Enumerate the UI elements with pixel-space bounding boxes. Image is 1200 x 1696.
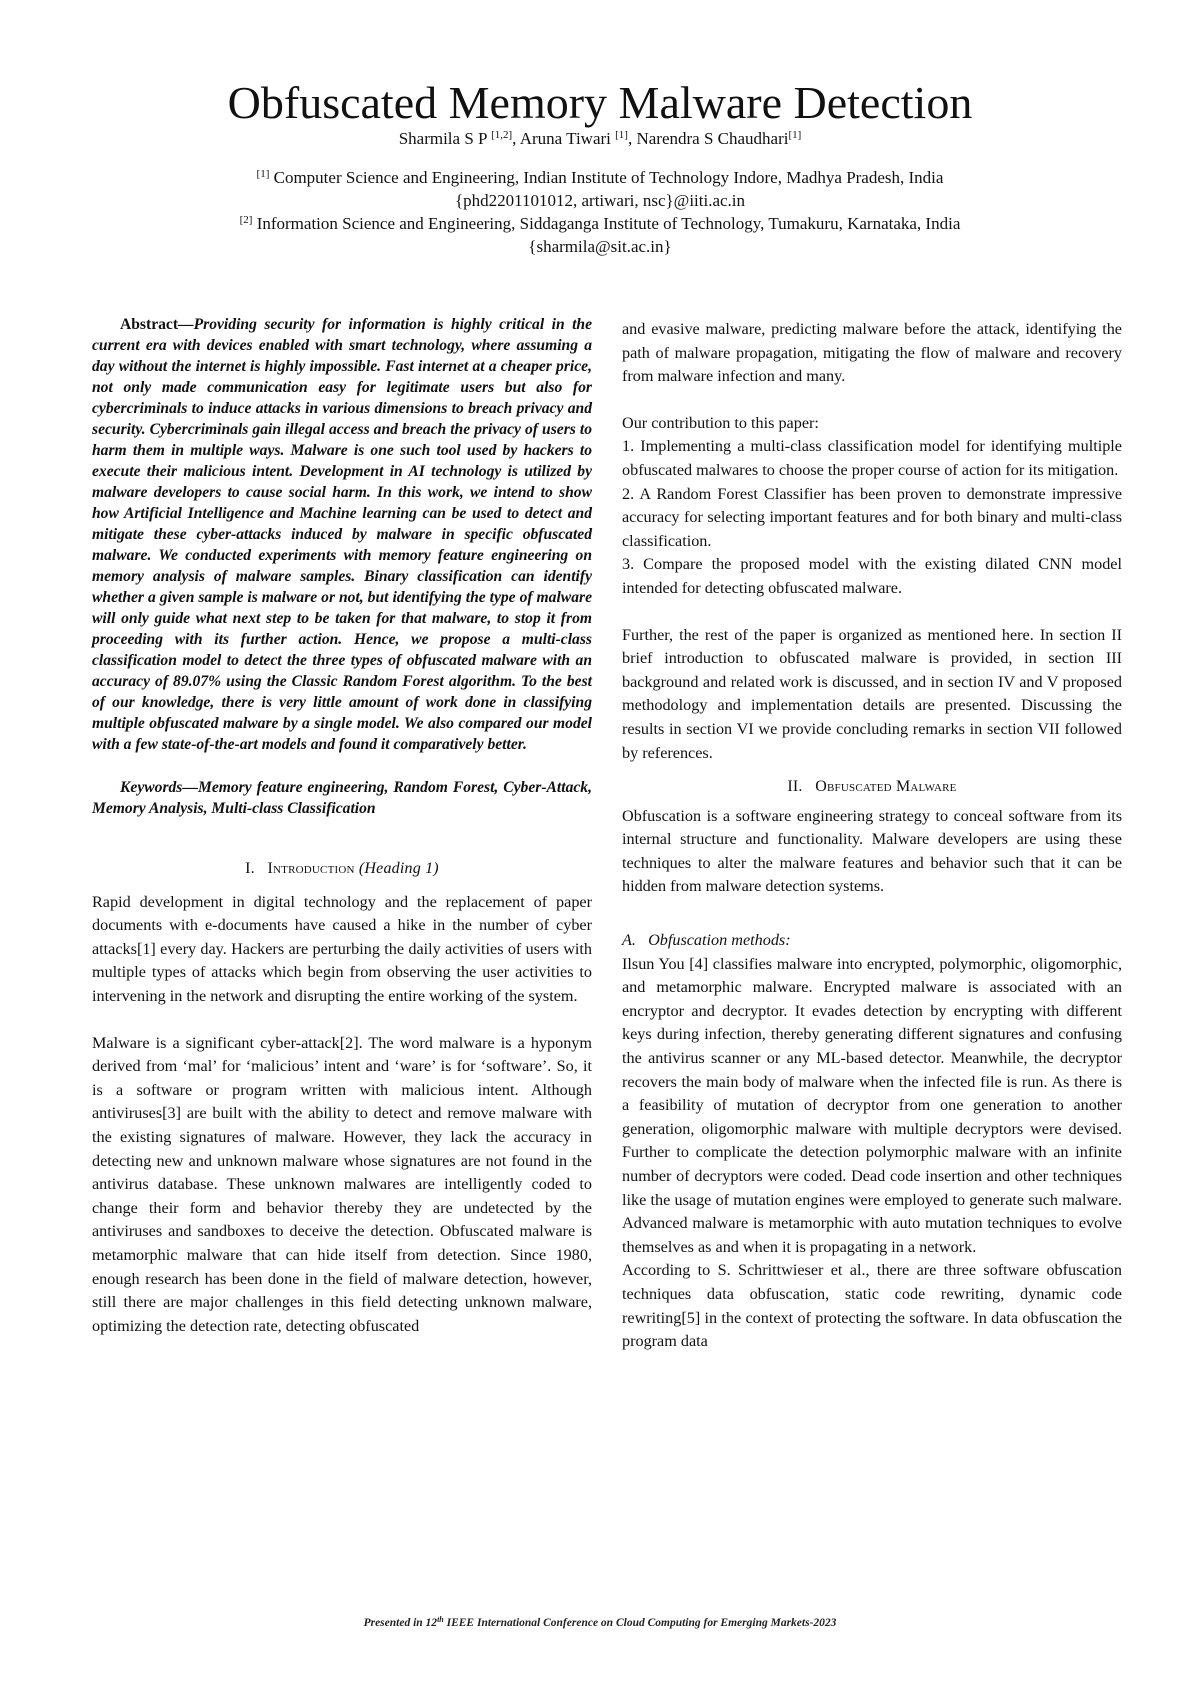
author-line: Sharmila S P [1,2], Aruna Tiwari [1], Narendra S Chaudhari[1] bbox=[398, 129, 802, 148]
obfuscation-paragraph-1: Obfuscation is a software engineering strategy to conceal software from its internal structure and functionality. Malware developers are using these techniques to alter the malware features and behavior such that it can be hidden from malware detection systems. bbox=[622, 806, 1122, 896]
author-affiliation-mark: [1] bbox=[615, 129, 628, 141]
intro-paragraph-2-continued: and evasive malware, predicting malware before the attack, identifying the path of malware propagation, mitigating the flow of malware and recovery from malware infection and many. bbox=[622, 320, 1122, 386]
section-heading-obfuscated-malware: II. Obfuscated Malware bbox=[787, 778, 957, 796]
intro-paragraph-3: Further, the rest of the paper is organized as mentioned here. In section II brief introduction to obfuscated malware is provided, in section III background and related work is discussed, and in section IV and V proposed methodology and implementation details are presented. Discussing the results in section VI we provide concluding remarks in section VII followed by references. bbox=[622, 625, 1122, 762]
contributions-list bbox=[622, 435, 1122, 600]
author-name: Narendra S Chaudhari bbox=[636, 129, 789, 148]
obfuscation-methods-paragraph-2: According to S. Schrittwieser et al., there are three software obfuscation techniques data obfuscation, static code rewriting, dynamic code rewriting[5] in the context of protecting the software. In data obfuscation the program data bbox=[622, 1261, 1122, 1351]
keywords-label: Keywords bbox=[120, 779, 183, 796]
right-column bbox=[622, 318, 1122, 1354]
abstract: Abstract—Providing security for information is highly critical in the current era with devices enabled with smart technology, where assuming a day without the internet is highly impossible. Fast internet at a cheaper price, not only made communication easy for legitimate users but also for cybercriminals to induce attacks in various dimensions to breach privacy and security. Cybercriminals gain illegal access and breach the privacy of users to harm them in multiple ways. Malware is one such tool used by hackers to execute their malicious intent. Development in AI technology is utilized by malware developers to cause social harm. In this work, we intend to show how Artificial Intelligence and Machine learning can be used to detect and mitigate these cyber-attacks induced by malware in specific obfuscated malware. We conducted experiments with memory feature engineering on memory analysis of malware samples. Binary classification can identify whether a given sample is malware or not, but identifying the type of malware will only guide what next step to be taken for that malware, to stop it from proceeding with its further action. Hence, we propose a multi-class classification model to detect the three types of obfuscated malware with an accuracy of 89.07% using the Classic Random Forest algorithm. To the best of our knowledge, there is very little amount of work done in classifying multiple obfuscated malware by a single model. We also compared our model with a few state-of-the-art models and found it comparatively better. bbox=[92, 316, 592, 753]
paper-title: Obfuscated Memory Malware Detection bbox=[227, 76, 973, 128]
subsection-heading-obfuscation-methods: A. Obfuscation methods: bbox=[622, 931, 791, 950]
list-item: 1. Implementing a multi-class classification model for identifying multiple obfuscated malwares to choose the proper course of action for its mitigation. bbox=[622, 437, 1122, 479]
keywords-text: Memory feature engineering, Random Forest, Cyber-Attack, Memory Analysis, Multi-class Classification bbox=[92, 779, 592, 817]
contributions-intro: Our contribution to this paper: bbox=[622, 413, 819, 432]
affiliation-2: [2] Information Science and Engineering, Siddaganga Institute of Technology, Tumakuru, Karnataka, India bbox=[239, 214, 961, 233]
affiliation-1: [1] Computer Science and Engineering, Indian Institute of Technology Indore, Madhya Pradesh, India bbox=[256, 168, 944, 187]
list-item: 2. A Random Forest Classifier has been proven to demonstrate impressive accuracy for selecting important features and for both binary and multi-class classification. bbox=[622, 484, 1122, 550]
author-affiliation-mark: [1,2] bbox=[491, 129, 513, 141]
author-name: Aruna Tiwari bbox=[519, 129, 611, 148]
intro-paragraph-1: Rapid development in digital technology and the replacement of paper documents with e-documents have caused a hike in the number of cyber attacks[1] every day. Hackers are perturbing the daily activities of users with multiple types of attacks which begin from observing the user activities to intervening in the network and disrupting the entire working of the system. bbox=[92, 892, 592, 1005]
list-item: 3. Compare the proposed model with the existing dilated CNN model intended for detecting obfuscated malware. bbox=[622, 555, 1122, 597]
affiliation-1-email: {phd2201101012, artiwari, nsc}@iiti.ac.in bbox=[454, 191, 746, 210]
author-name: Sharmila S P bbox=[398, 129, 487, 148]
abstract-label: Abstract bbox=[120, 316, 179, 333]
keywords: Keywords—Memory feature engineering, Random Forest, Cyber-Attack, Memory Analysis, Multi-class Classification bbox=[92, 779, 592, 817]
page-footer: Presented in 12th IEEE International Conference on Cloud Computing for Emerging Markets-2023 bbox=[363, 1615, 837, 1629]
intro-paragraph-2: Malware is a significant cyber-attack[2]. The word malware is a hyponym derived from ‘mal’ for ‘malicious’ intent and ‘ware’ is for ‘software’. So, it is a software or program written with malicious intent. Although antiviruses[3] are built with the ability to detect and remove malware with the existing signatures of malware. However, they lack the accuracy in detecting new and unknown malware whose signatures are not found in the antivirus database. These unknown malwares are intelligently coded to change their form and behavior thereby they are undetected by the antiviruses and sandboxes to deceive the detection. Obfuscated malware is metamorphic malware that can hide itself from detection. Since 1980, enough research has been done in the field of malware detection, however, still there are major challenges in this field detecting unknown malware, optimizing the detection rate, detecting obfuscated bbox=[92, 1033, 592, 1335]
affiliation-2-email: {sharmila@sit.ac.in} bbox=[528, 237, 672, 256]
left-column bbox=[92, 314, 592, 1338]
section-heading-introduction: I. Introduction (Heading 1) bbox=[245, 860, 439, 877]
obfuscation-methods-paragraph-1: Ilsun You [4] classifies malware into encrypted, polymorphic, oligomorphic, and metamorphic malware. Encrypted malware is associated with an encryptor and decryptor. It evades detection by encrypting with different keys during infection, thereby generating different signatures and confusing the antivirus scanner or any ML-based detector. Meanwhile, the decryptor recovers the main body of malware when the infected file is run. As there is a feasibility of mutation of decryptor from one generation to another generation, oligomorphic malware with multiple decryptors were devised. Further to complicate the detection polymorphic malware with an infinite number of decryptors were coded. Dead code insertion and other techniques like the usage of mutation engines were employed to generate such malware. Advanced malware is metamorphic with auto mutation techniques to evolve themselves as and when it is propagating in a network. bbox=[622, 954, 1122, 1256]
author-affiliation-mark: [1] bbox=[788, 129, 802, 141]
abstract-text: Providing security for information is highly critical in the current era with devices enabled with smart technology, where assuming a day without the internet is highly impossible. Fast internet at a cheaper price, not only made communication easy for legitimate users but also for cybercriminals to induce attacks in various dimensions to breach privacy and security. Cybercriminals gain illegal access and breach the privacy of users to harm them in multiple ways. Malware is one such tool used by hackers to execute their malicious intent. Development in AI technology is utilized by malware developers to cause social harm. In this work, we intend to show how Artificial Intelligence and Machine learning can be used to detect and mitigate these cyber-attacks induced by malware in specific obfuscated malware. We conducted experiments with memory feature engineering on memory analysis of malware samples. Binary classification can identify whether a given sample is malware or not, but identifying the type of malware will only guide what next step to be taken for that malware, to stop it from proceeding with its further action. Hence, we propose a multi-class classification model to detect the three types of obfuscated malware with an accuracy of 89.07% using the Classic Random Forest algorithm. To the best of our knowledge, there is very little amount of work done in classifying multiple obfuscated malware by a single model. We also compared our model with a few state-of-the-art models and found it comparatively better. bbox=[92, 316, 592, 753]
